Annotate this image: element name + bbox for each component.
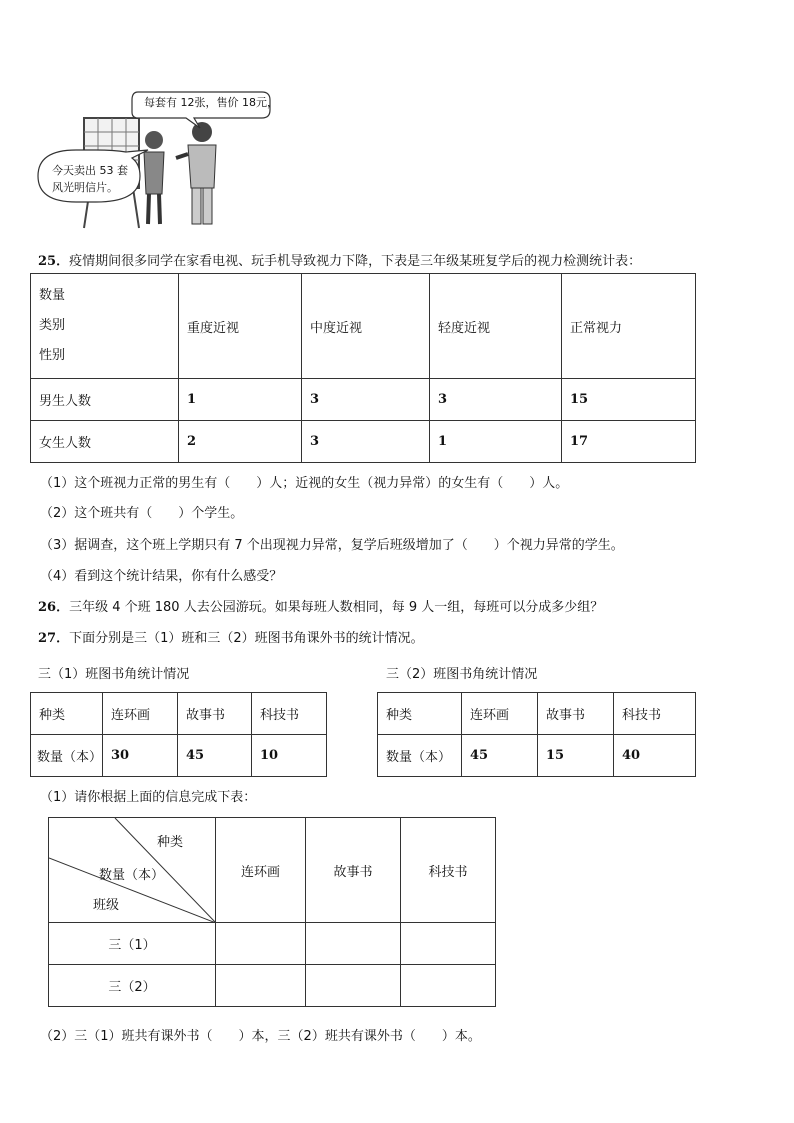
blank-cell[interactable] xyxy=(401,923,496,965)
corner-label-quantity: 数量 xyxy=(39,288,66,303)
table-row xyxy=(31,379,696,421)
corner-label-category: 种类 xyxy=(157,835,184,850)
header-science: 科技书 xyxy=(401,818,496,923)
header-severe: 重度近视 xyxy=(179,274,302,379)
table-row xyxy=(378,735,696,777)
cell-value: 3 xyxy=(302,421,430,463)
cell-value: 2 xyxy=(179,421,302,463)
header-stories: 故事书 xyxy=(538,693,614,735)
question-text: 下面分别是三（1）班和三（2）班图书角课外书的统计情况。 xyxy=(69,631,424,646)
table-row xyxy=(31,421,696,463)
q25-sub3: （3）据调查，这个班上学期只有 7 个出现视力异常，复学后班级增加了（ ）个视力异常的学生。 xyxy=(40,538,624,553)
question-text: 三年级 4 个班 180 人去公园游玩。如果每班人数相同，每 9 人一组，每班可以分成多少组？ xyxy=(69,600,604,615)
illustration xyxy=(36,88,296,238)
header-stories: 故事书 xyxy=(306,818,401,923)
row-label-class1: 三（1） xyxy=(49,923,216,965)
question-number: 26． xyxy=(38,600,70,615)
row-label: 数量（本） xyxy=(31,735,103,777)
table1-title: 三（1）班图书角统计情况 xyxy=(38,667,190,682)
class2-book-table xyxy=(377,692,696,777)
question-text: 疫情期间很多同学在家看电视、玩手机导致视力下降，下表是三年级某班复学后的视力检测统计表： xyxy=(69,254,642,269)
fill-in-table xyxy=(48,817,496,1007)
row-label: 数量（本） xyxy=(378,735,462,777)
row-label: 男生人数 xyxy=(31,379,179,421)
cell-value: 30 xyxy=(103,735,178,777)
question-number: 25． xyxy=(38,254,70,269)
cell-value: 1 xyxy=(179,379,302,421)
header-normal: 正常视力 xyxy=(562,274,696,379)
cell-value: 40 xyxy=(614,735,696,777)
header-label: 种类 xyxy=(31,693,103,735)
cell-value: 15 xyxy=(538,735,614,777)
corner-label-class: 班级 xyxy=(93,898,120,913)
header-comics: 连环画 xyxy=(103,693,178,735)
vision-table xyxy=(30,273,696,463)
class1-book-table xyxy=(30,692,327,777)
cell-value: 1 xyxy=(430,421,562,463)
diagonal-corner-cell xyxy=(49,818,216,923)
cell-value: 3 xyxy=(302,379,430,421)
cell-value: 3 xyxy=(430,379,562,421)
header-stories: 故事书 xyxy=(178,693,252,735)
blank-cell[interactable] xyxy=(401,965,496,1007)
q25-sub2: （2）这个班共有（ ）个学生。 xyxy=(40,506,244,521)
cell-value: 10 xyxy=(252,735,327,777)
blank-cell[interactable] xyxy=(306,965,401,1007)
cell-value: 17 xyxy=(562,421,696,463)
corner-label-gender: 性别 xyxy=(39,348,66,363)
blank-cell[interactable] xyxy=(216,923,306,965)
q25-sub4: （4）看到这个统计结果，你有什么感受？ xyxy=(40,569,283,584)
q27-sub2: （2）三（1）班共有课外书（ ）本，三（2）班共有课外书（ ）本。 xyxy=(40,1029,481,1044)
header-moderate: 中度近视 xyxy=(302,274,430,379)
row-label-class2: 三（2） xyxy=(49,965,216,1007)
table-row xyxy=(49,965,496,1007)
header-comics: 连环画 xyxy=(462,693,538,735)
blank-cell[interactable] xyxy=(306,923,401,965)
corner-label-category: 类别 xyxy=(39,318,66,333)
buyer-bubble-text-line2: 风光明信片。 xyxy=(52,181,118,194)
header-comics: 连环画 xyxy=(216,818,306,923)
row-label: 女生人数 xyxy=(31,421,179,463)
seller-bubble-text: 每套有 12张，售价 18元， xyxy=(144,96,278,109)
blank-cell[interactable] xyxy=(216,965,306,1007)
question-number: 27． xyxy=(38,631,70,646)
cell-value: 15 xyxy=(562,379,696,421)
cell-value: 45 xyxy=(462,735,538,777)
table-corner xyxy=(31,274,179,379)
q27-sub1: （1）请你根据上面的信息完成下表： xyxy=(40,790,257,805)
corner-label-quantity: 数量（本） xyxy=(99,868,165,883)
table-row xyxy=(31,735,327,777)
cell-value: 45 xyxy=(178,735,252,777)
question-25 xyxy=(38,250,641,269)
table2-title: 三（2）班图书角统计情况 xyxy=(386,667,538,682)
question-26 xyxy=(38,596,603,615)
question-27 xyxy=(38,627,424,646)
buyer-bubble-text-line1: 今天卖出 53 套 xyxy=(52,164,128,177)
header-mild: 轻度近视 xyxy=(430,274,562,379)
header-science: 科技书 xyxy=(614,693,696,735)
header-label: 种类 xyxy=(378,693,462,735)
header-science: 科技书 xyxy=(252,693,327,735)
q25-sub1: （1）这个班视力正常的男生有（ ）人；近视的女生（视力异常）的女生有（ ）人。 xyxy=(40,476,569,491)
table-row xyxy=(49,923,496,965)
